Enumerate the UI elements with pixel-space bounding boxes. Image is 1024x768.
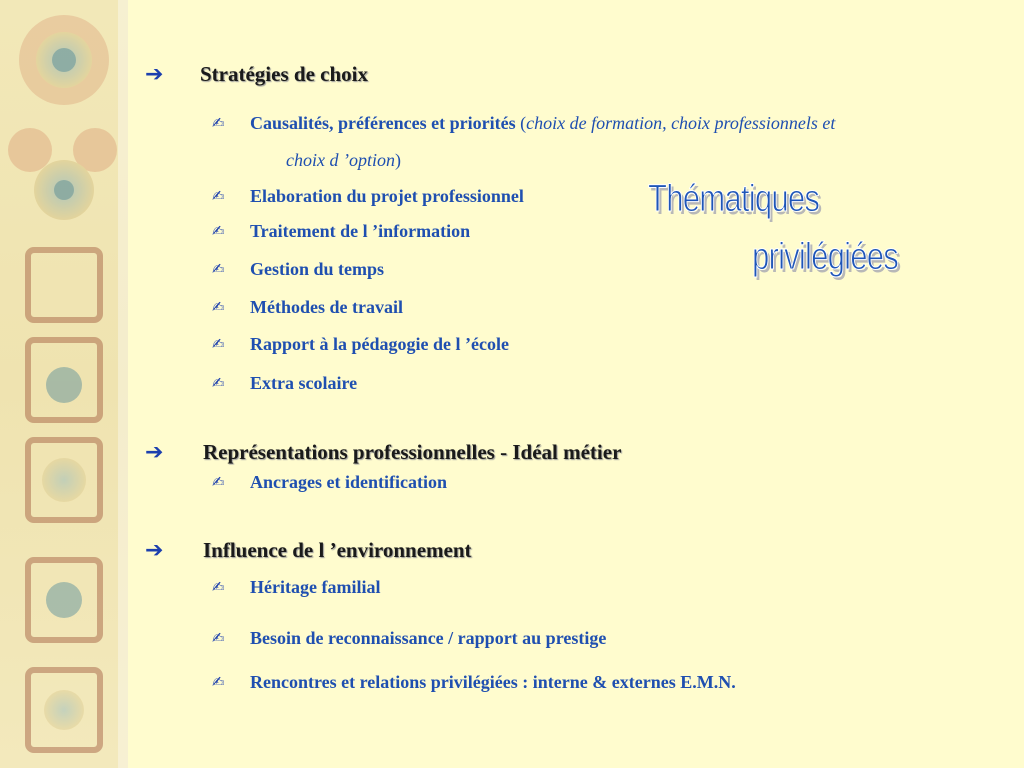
list-item (212, 333, 509, 355)
heading-text: Influence de l ’environnement (203, 538, 472, 562)
item-text: Méthodes de travail (250, 297, 403, 317)
pointing-hand-icon: ✍ (212, 473, 225, 491)
pointing-hand-icon: ✍ (212, 222, 225, 240)
list-item (212, 112, 835, 134)
slide-title (648, 178, 968, 298)
decorative-side-strip (0, 0, 128, 768)
item-text: Gestion du temps (250, 259, 385, 279)
item-text (250, 112, 835, 134)
section-heading-strategies (145, 62, 368, 87)
title-line-1: Thématiques (648, 178, 820, 220)
arrow-right-icon: ➔ (145, 538, 164, 563)
section-heading-environnement (145, 538, 472, 563)
item-text: Traitement de l ’information (250, 221, 471, 241)
paren-close: ) (394, 150, 401, 170)
item-continuation (286, 150, 401, 171)
arrow-right-icon: ➔ (145, 440, 164, 465)
list-item (212, 220, 470, 242)
pointing-hand-icon: ✍ (212, 629, 225, 647)
pointing-hand-icon: ✍ (212, 374, 225, 392)
pointing-hand-icon: ✍ (212, 673, 225, 691)
heading-text: Stratégies de choix (200, 62, 368, 86)
section-heading-representations (145, 440, 621, 465)
item-bold-text: Causalités, préférences et priorités (250, 113, 516, 133)
list-item (212, 258, 384, 280)
pointing-hand-icon: ✍ (212, 187, 225, 205)
pointing-hand-icon: ✍ (212, 335, 225, 353)
pointing-hand-icon: ✍ (212, 260, 225, 278)
list-item (212, 296, 403, 318)
item-italic-text: choix de formation, choix professionnels et (526, 113, 836, 133)
paren-open: ( (515, 113, 527, 133)
list-item (212, 185, 524, 207)
list-item (212, 576, 380, 598)
list-item (212, 372, 357, 394)
list-item (212, 471, 447, 493)
item-text: Héritage familial (250, 577, 381, 597)
list-item (212, 627, 606, 649)
item-text: Rencontres et relations privilégiées : interne & externes E.M.N. (250, 672, 736, 692)
item-text: Besoin de reconnaissance / rapport au prestige (250, 628, 607, 648)
continuation-italic: choix d ’option (286, 150, 395, 170)
item-text: Rapport à la pédagogie de l ’école (250, 334, 509, 354)
pointing-hand-icon: ✍ (212, 298, 225, 316)
item-text: Extra scolaire (250, 373, 358, 393)
heading-text: Représentations professionnelles - Idéal métier (203, 440, 622, 464)
item-text: Ancrages et identification (250, 472, 447, 492)
pointing-hand-icon: ✍ (212, 578, 225, 596)
pointing-hand-icon: ✍ (212, 114, 225, 132)
item-text: Elaboration du projet professionnel (250, 186, 524, 206)
list-item (212, 671, 736, 693)
title-line-2: privilégiées (752, 236, 899, 278)
arrow-right-icon: ➔ (145, 62, 164, 87)
